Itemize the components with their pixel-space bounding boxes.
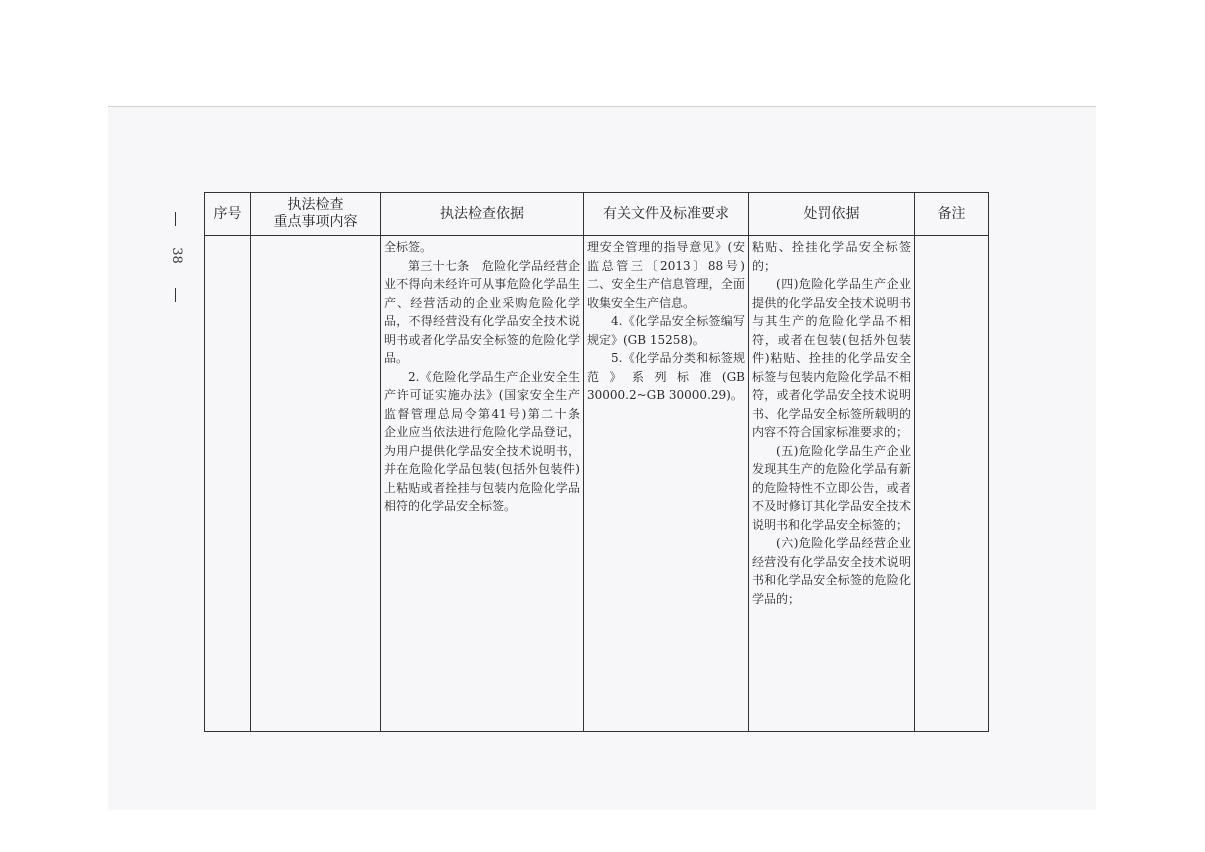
cell-item <box>251 236 381 732</box>
header-item <box>251 193 381 236</box>
cell-standards <box>584 236 749 732</box>
page-number-dash-top <box>175 212 176 226</box>
basis-paragraph: 2.《危险化学品生产企业安全生产许可证实施办法》(国家安全生产监督管理总局令第41号)第二十条 企业应当依法进行危险化学品登记，为用户提供化学品安全技术说明书，并在危险化学品包装(包括外包装件)上粘贴或者拴挂与包装内危险化学品相符的化学品安全标签。 <box>384 369 593 513</box>
penalty-paragraph: 粘贴、拴挂化学品安全标签的； <box>752 240 911 273</box>
page-number-dash-bottom <box>175 288 176 302</box>
header-penalty: 处罚依据 <box>749 193 915 236</box>
page-number <box>166 212 186 302</box>
standards-paragraph: 4.《化学品安全标签编写规定》(GB 15258)。 <box>587 314 745 347</box>
header-seq: 序号 <box>205 193 251 236</box>
basis-paragraph: 第三十七条 危险化学品经营企业不得向未经许可从事危险化学品生产、经营活动的企业采购危险化学品，不得经营没有化学品安全技术说明书或者化学品安全标签的危险化学品。 <box>384 258 580 365</box>
header-item-text: 执法检查 重点事项内容 <box>273 197 358 230</box>
table-header-row <box>205 193 989 236</box>
page-number-text: 38 <box>168 247 184 264</box>
penalty-paragraph: (五)危险化学品生产企业发现其生产的危险化学品有新的危险特性不立即公告，或者不及时修订其化学品安全技术说明书和化学品安全标签的； <box>752 443 911 532</box>
header-standards: 有关文件及标准要求 <box>584 193 749 236</box>
cell-remarks <box>915 236 989 732</box>
standards-paragraph: 5.《化学品分类和标签规范》系列标准(GB 30000.2~GB 30000.29)。 <box>587 351 745 402</box>
table-row <box>205 236 989 732</box>
standards-paragraph: 理安全管理的指导意见》(安监总管三〔2013〕88号)二、安全生产信息管理，全面收集安全生产信息。 <box>587 240 745 310</box>
penalty-paragraph: (六)危险化学品经营企业经营没有化学品安全技术说明书和化学品安全标签的危险化学品的； <box>752 536 911 606</box>
inspection-table <box>204 192 989 732</box>
header-basis: 执法检查依据 <box>381 193 584 236</box>
penalty-paragraph: (四)危险化学品生产企业提供的化学品安全技术说明书与其生产的危险化学品不相符，或者在包装(包括外包装件)粘贴、拴挂的化学品安全标签与包装内危险化学品不相符，或者化学品安全技术说明书、化学品安全标签所载明的内容不符合国家标准要求的； <box>752 277 911 439</box>
basis-paragraph: 全标签。 <box>384 240 433 254</box>
scan-edge-line <box>108 106 1096 107</box>
header-remarks: 备注 <box>915 193 989 236</box>
cell-penalty <box>749 236 915 732</box>
cell-seq <box>205 236 251 732</box>
cell-basis <box>381 236 593 732</box>
